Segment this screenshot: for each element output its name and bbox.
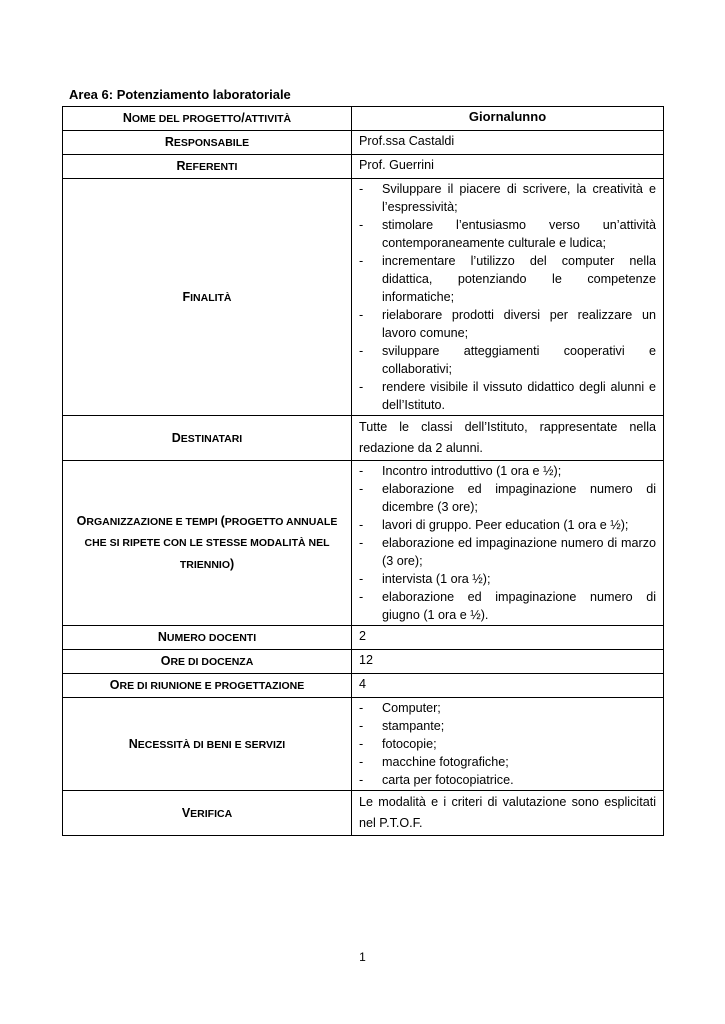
value-referenti: Prof. Guerrini xyxy=(352,155,664,179)
list-item: - fotocopie; xyxy=(359,735,656,753)
list-item: - Sviluppare il piacere di scrivere, la creatività e l’espressività; xyxy=(359,180,656,216)
label-responsabile xyxy=(63,131,352,155)
finalita-list xyxy=(359,180,656,414)
row-ore-docenza xyxy=(63,650,664,674)
value-ore-riunione: 4 xyxy=(352,674,664,698)
area-title: Area 6: Potenziamento laboratoriale xyxy=(69,87,291,102)
list-item: - lavori di gruppo. Peer education (1 ora e ½); xyxy=(359,516,656,534)
label-part: RE DI RIUNIONE E PROGETTAZIONE xyxy=(119,680,305,692)
label-part: ) xyxy=(230,556,235,571)
list-item: - macchine fotografiche; xyxy=(359,753,656,771)
list-item: - stampante; xyxy=(359,717,656,735)
value-verifica: Le modalità e i criteri di valutazione sono esplicitati nel P.T.O.F. xyxy=(352,791,664,836)
value-finalita xyxy=(352,179,664,416)
label-part: ATTIVITÀ xyxy=(244,113,292,125)
list-item: - rendere visibile il vissuto didattico degli alunni e dell’Istituto. xyxy=(359,378,656,414)
label-ore-riunione xyxy=(63,674,352,698)
label-part: ( xyxy=(220,513,225,528)
label-destinatari xyxy=(63,416,352,461)
label-part: OME DEL PROGETTO xyxy=(131,113,242,125)
label-part: F xyxy=(182,289,191,304)
label-part: ESTINATARI xyxy=(180,432,243,445)
label-part: O xyxy=(160,654,171,668)
label-part: / xyxy=(241,111,245,125)
value-numero-docenti: 2 xyxy=(352,626,664,650)
row-referenti xyxy=(63,155,664,179)
label-ore-docenza xyxy=(63,650,352,674)
label-part: O xyxy=(76,513,87,528)
project-table xyxy=(62,106,664,836)
row-destinatari xyxy=(63,416,664,461)
value-ore-docenza: 12 xyxy=(352,650,664,674)
label-part: UMERO DOCENTI xyxy=(166,632,257,644)
label-part: ECESSITÀ DI BENI E SERVIZI xyxy=(137,738,286,751)
list-item: - elaborazione ed impaginazione numero di marzo (3 ore); xyxy=(359,534,656,570)
label-part: RGANIZZAZIONE E TEMPI xyxy=(86,515,221,528)
list-item: - intervista (1 ora ½); xyxy=(359,570,656,588)
list-item: - stimolare l’entusiasmo verso un’attività contemporaneamente culturale e ludica; xyxy=(359,216,656,252)
list-item: - sviluppare atteggiamenti cooperativi e collaborativi; xyxy=(359,342,656,378)
row-numero-docenti xyxy=(63,626,664,650)
list-item: - Computer; xyxy=(359,699,656,717)
necessita-list xyxy=(359,699,656,789)
label-part: EFERENTI xyxy=(185,161,238,173)
label-part: N xyxy=(128,736,138,751)
label-part: N xyxy=(157,630,167,644)
label-part: O xyxy=(109,678,120,692)
label-organizzazione xyxy=(63,461,352,626)
value-destinatari: Tutte le classi dell’Istituto, rappresentate nella redazione da 2 alunni. xyxy=(352,416,664,461)
list-item: - Incontro introduttivo (1 ora e ½); xyxy=(359,462,656,480)
page-number: 1 xyxy=(359,950,366,964)
row-finalita xyxy=(63,179,664,416)
row-responsabile xyxy=(63,131,664,155)
row-verifica xyxy=(63,791,664,836)
label-part: ESPONSABILE xyxy=(173,137,250,149)
label-part: R xyxy=(176,159,186,173)
list-item: - carta per fotocopiatrice. xyxy=(359,771,656,789)
value-nome: Giornalunno xyxy=(352,107,664,131)
label-numero-docenti xyxy=(63,626,352,650)
label-part: INALITÀ xyxy=(190,291,232,304)
label-part: D xyxy=(171,430,181,445)
label-verifica xyxy=(63,791,352,836)
list-item: - elaborazione ed impaginazione numero di giugno (1 ora e ½). xyxy=(359,588,656,624)
label-part: N xyxy=(122,111,132,125)
label-part: R xyxy=(164,135,174,149)
row-nome xyxy=(63,107,664,131)
row-ore-riunione xyxy=(63,674,664,698)
label-necessita xyxy=(63,698,352,791)
value-organizzazione xyxy=(352,461,664,626)
value-responsabile: Prof.ssa Castaldi xyxy=(352,131,664,155)
list-item: - incrementare l’utilizzo del computer nella didattica, potenziando le competenze informatiche; xyxy=(359,252,656,306)
label-referenti xyxy=(63,155,352,179)
label-finalita xyxy=(63,179,352,416)
list-item: - elaborazione ed impaginazione numero di dicembre (3 ore); xyxy=(359,480,656,516)
row-organizzazione xyxy=(63,461,664,626)
label-nome xyxy=(63,107,352,131)
label-part: ERIFICA xyxy=(190,807,233,820)
label-part: PROGETTO ANNUALE CHE SI RIPETE CON LE STESSE MODALITÀ NEL TRIENNIO xyxy=(84,515,338,571)
row-necessita xyxy=(63,698,664,791)
label-part: V xyxy=(181,805,191,820)
label-part: RE DI DOCENZA xyxy=(170,656,254,668)
list-item: - rielaborare prodotti diversi per realizzare un lavoro comune; xyxy=(359,306,656,342)
organizzazione-list xyxy=(359,462,656,624)
value-necessita xyxy=(352,698,664,791)
